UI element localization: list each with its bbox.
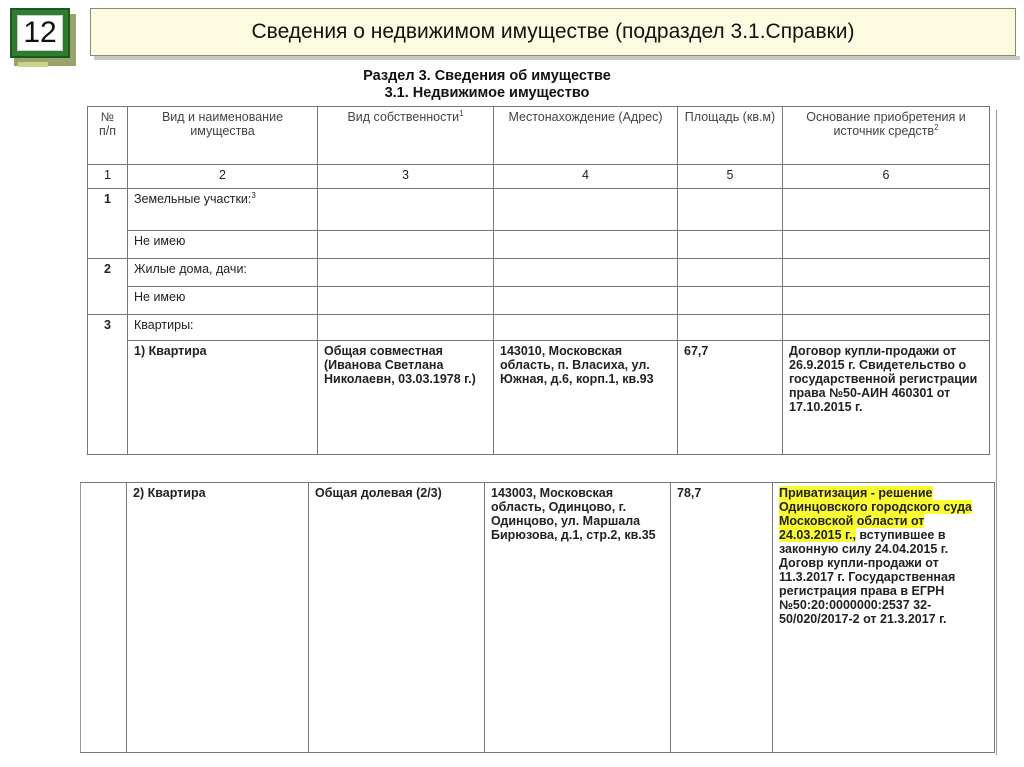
table-row: [88, 287, 990, 315]
header-address: Местонахождение (Адрес): [494, 107, 678, 165]
row-name: Земельные участки:$^3$: [128, 189, 318, 231]
apartment-area: 78,7: [671, 483, 773, 753]
row-value: Не имею: [128, 231, 318, 259]
column-number: 2: [128, 165, 318, 189]
header-area: Площадь (кв.м): [678, 107, 783, 165]
slide-number-badge: [10, 8, 70, 58]
row-name: Жилые дома, дачи:: [128, 259, 318, 287]
apartment-ownership: Общая совместная (Иванова Светлана Николаевн, 03.03.1978 г.): [318, 341, 494, 455]
header-basis: Основание приобретения и источник средств$^2$: [783, 107, 990, 165]
column-number: 3: [318, 165, 494, 189]
apartment-name: 1) Квартира: [128, 341, 318, 455]
row-number: 3: [88, 315, 128, 455]
table-row: [88, 189, 990, 231]
subsection-title: 3.1. Недвижимое имущество: [384, 85, 590, 101]
apartment-area: 67,7: [678, 341, 783, 455]
apartment-name: 2) Квартира: [127, 483, 309, 753]
table-row: [88, 315, 990, 341]
row-value: Не имею: [128, 287, 318, 315]
apartment-basis: [773, 483, 995, 753]
basis-text: вступившее в законную силу 24.04.2015 г. Договр купли-продажи от 11.3.2017 г. Государственная регистрация права в ЕГРН №50:20:0000000:2537 32-50/020/2017-2 от 21.3.2017 г.: [779, 528, 956, 626]
header-num: № п/п: [88, 107, 128, 165]
table-row: [88, 231, 990, 259]
column-number: 5: [678, 165, 783, 189]
column-number: 6: [783, 165, 990, 189]
page-edge-line: [996, 110, 997, 755]
apartment-address: 143003, Московская область, Одинцово, г. Одинцово, ул. Маршала Бирюзова, д.1, стр.2, кв.35: [485, 483, 671, 753]
row-number: 2: [88, 259, 128, 315]
property-table: [87, 106, 990, 455]
slide-number-underline: [18, 62, 48, 67]
property-table-continued: [80, 482, 995, 753]
apartment-address: 143010, Московская область, п. Власиха, ул. Южная, д.6, корп.1, кв.93: [494, 341, 678, 455]
section-title: Раздел 3. Сведения об имуществе: [363, 68, 611, 84]
table-row: [88, 341, 990, 455]
header-ownership: Вид собственности$^1$: [318, 107, 494, 165]
column-number: 4: [494, 165, 678, 189]
table-row: [88, 259, 990, 287]
column-number: 1: [88, 165, 128, 189]
header-type: Вид и наименование имущества: [128, 107, 318, 165]
highlighted-text: Приватизация - решение Одинцовского городского суда Московской области от 24.03.2015 г.,: [779, 486, 972, 542]
apartment-ownership: Общая долевая (2/3): [309, 483, 485, 753]
row-name: Квартиры:: [128, 315, 318, 341]
table-row: [81, 483, 995, 753]
apartment-basis: Договор купли-продажи от 26.9.2015 г. Свидетельство о государственной регистрации права №50-АИН 460301 от 17.10.2015 г.: [783, 341, 990, 455]
slide-title: Сведения о недвижимом имуществе (подраздел 3.1.Справки): [90, 8, 1016, 56]
table-header-row: [88, 107, 990, 165]
slide-number: 12: [17, 15, 63, 51]
column-number-row: [88, 165, 990, 189]
title-shadow: [94, 56, 1020, 60]
row-number: 1: [88, 189, 128, 259]
